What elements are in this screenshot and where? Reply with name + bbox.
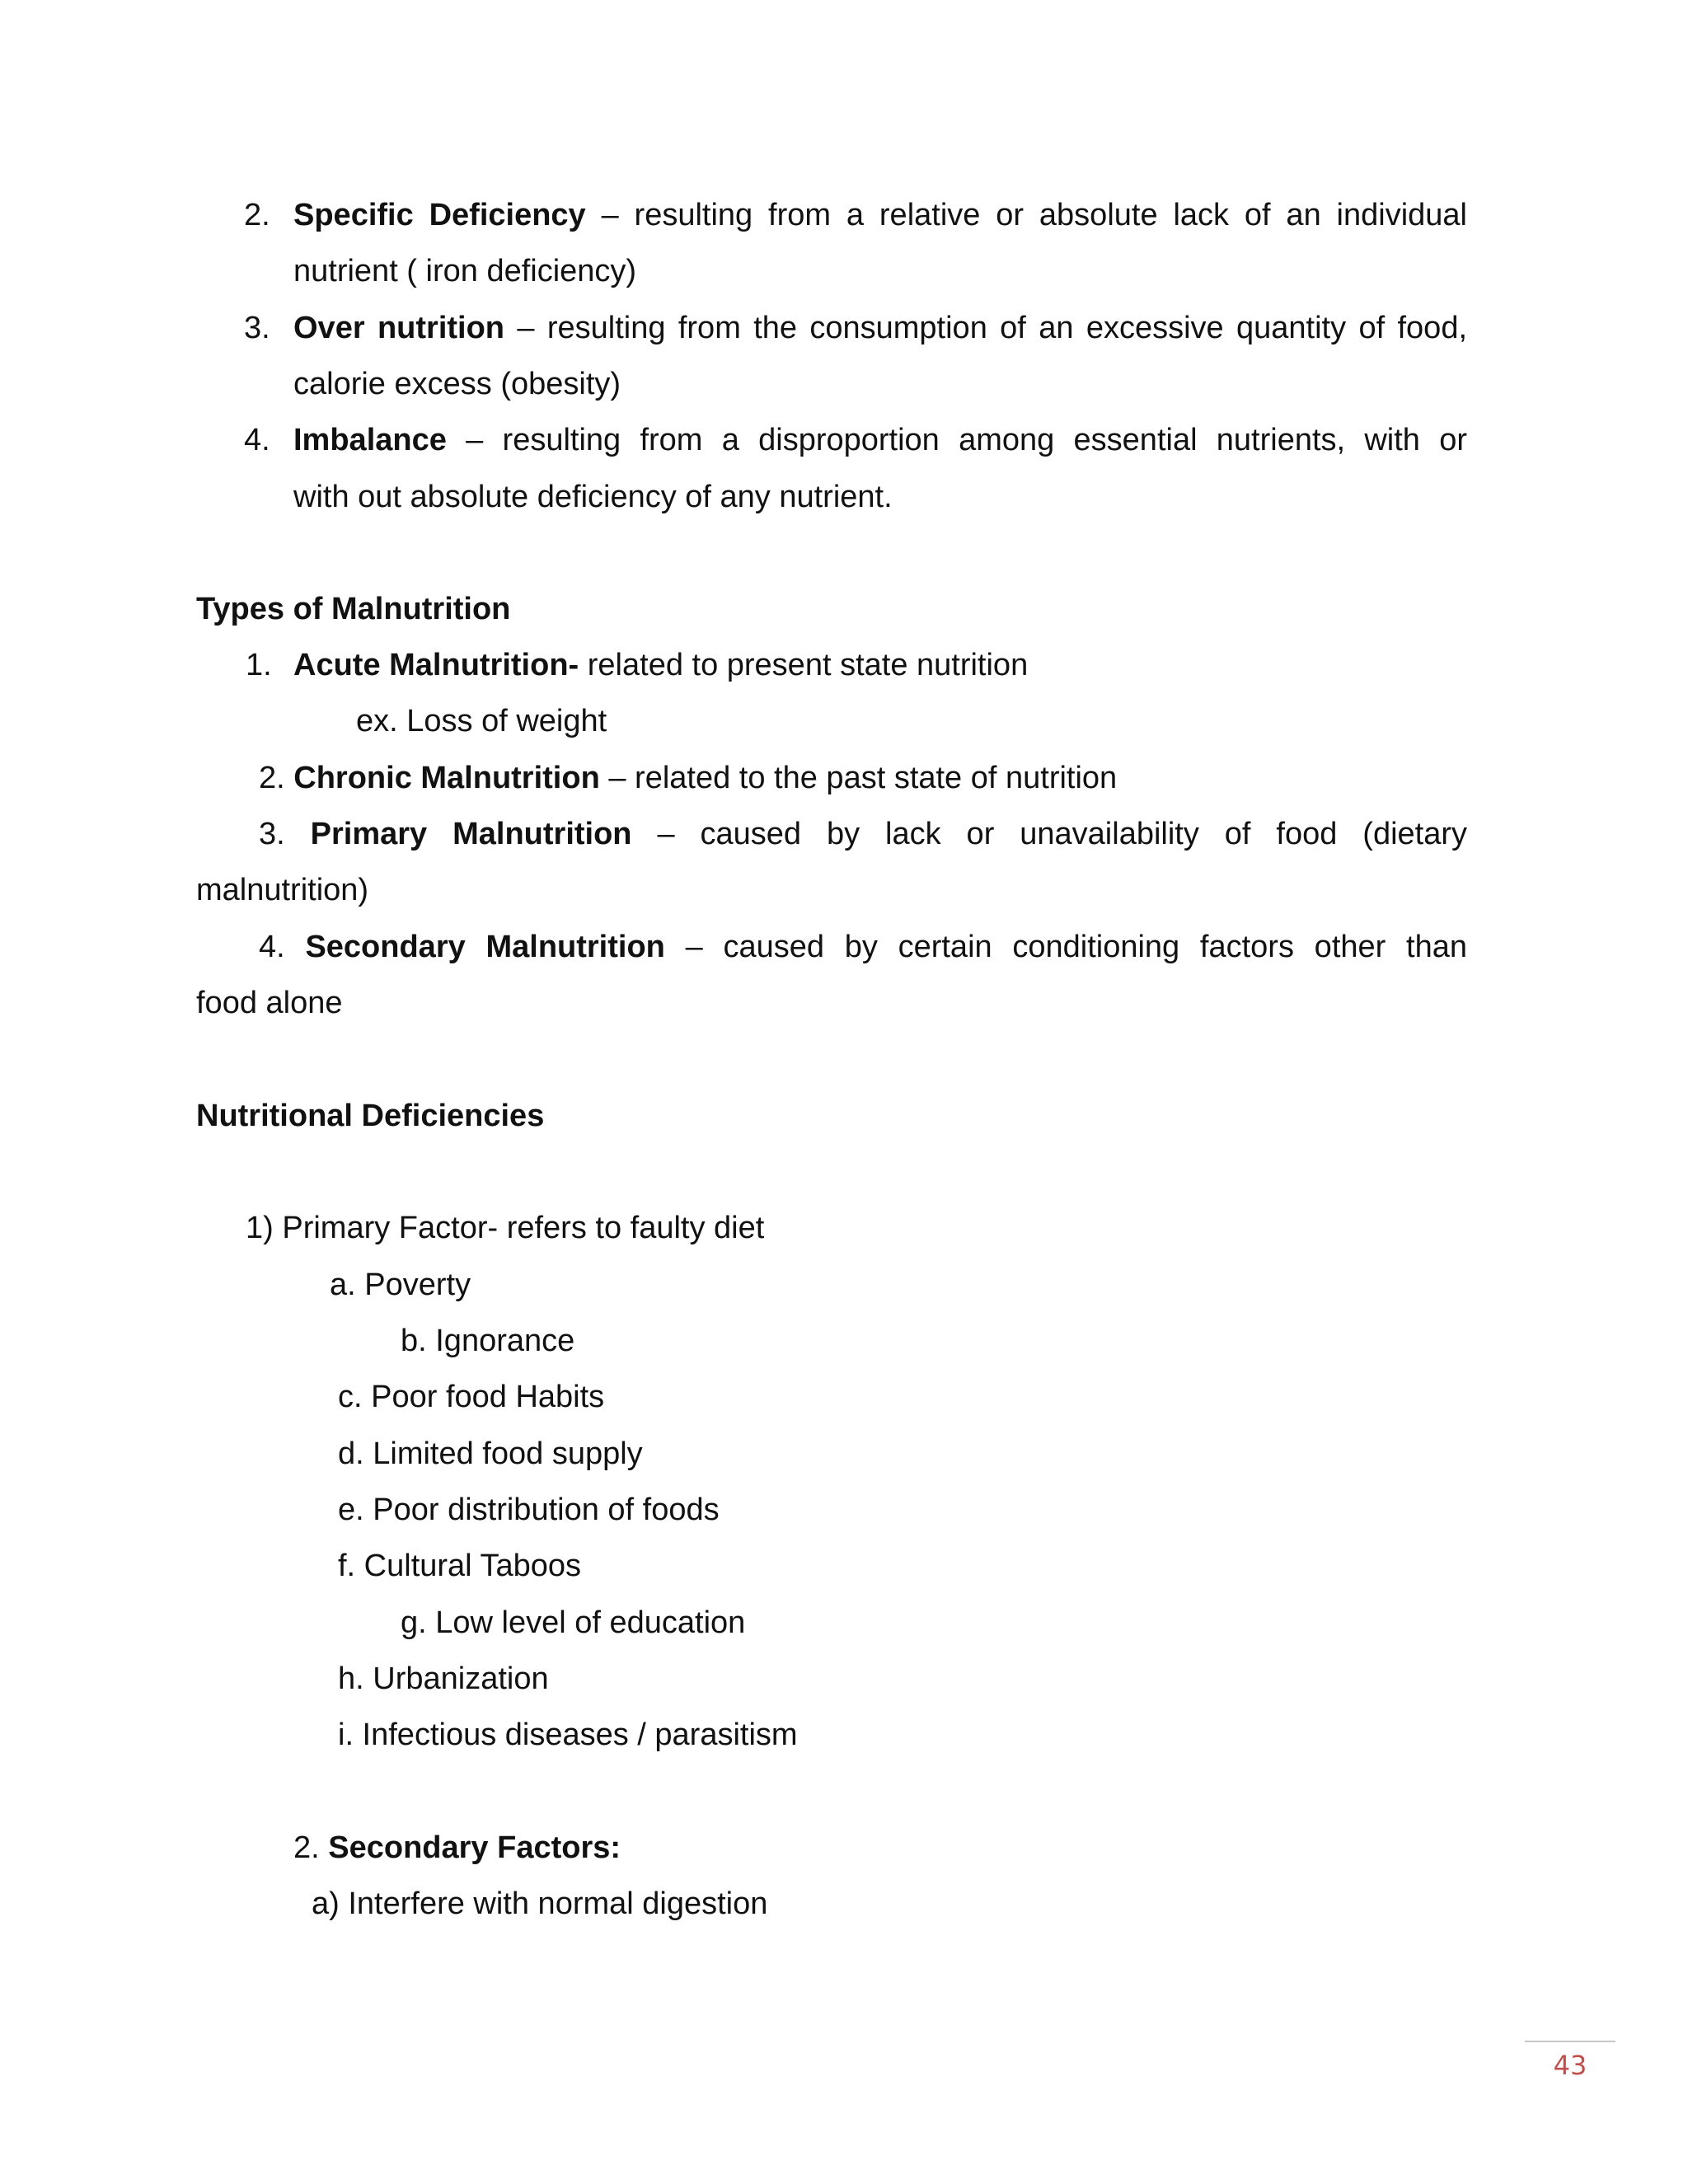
list-number: 2. xyxy=(259,761,285,795)
list-item-line xyxy=(293,646,1028,684)
factor-item: f. Cultural Taboos xyxy=(338,1549,582,1583)
list-item-continuation: malnutrition) xyxy=(196,873,369,907)
secondary-factors xyxy=(293,1829,621,1867)
list-item-line xyxy=(259,815,1467,853)
list-number: 4. xyxy=(244,423,270,457)
list-number: 1. xyxy=(246,648,272,682)
term-description: – related to the past state of nutrition xyxy=(608,761,1118,795)
term-description: – resulting from the consumption of an excessive quantity of food, xyxy=(517,311,1468,345)
term-description: – resulting from a relative or absolute lack of an individual xyxy=(601,198,1468,232)
term-description: related to present state nutrition xyxy=(587,648,1029,682)
term-label: Chronic Malnutrition xyxy=(293,761,600,795)
term-label: Secondary Factors: xyxy=(328,1830,621,1865)
list-item-line xyxy=(293,421,1467,459)
term-label: Specific Deficiency xyxy=(293,198,586,232)
factor-item: d. Limited food supply xyxy=(338,1436,643,1471)
page-number: 43 xyxy=(1553,2050,1587,2081)
list-item-continuation: calorie excess (obesity) xyxy=(293,367,621,401)
primary-factor: 1) Primary Factor- refers to faulty diet xyxy=(246,1211,765,1245)
term-label: Imbalance xyxy=(293,423,447,457)
term-label: Over nutrition xyxy=(293,311,505,345)
list-item-continuation: nutrient ( iron deficiency) xyxy=(293,254,637,288)
list-number: 4. xyxy=(259,930,285,964)
list-number: 3. xyxy=(259,817,285,851)
section-heading-deficiencies: Nutritional Deficiencies xyxy=(196,1099,545,1133)
type-chronic xyxy=(259,759,1117,797)
list-item-line xyxy=(293,196,1467,234)
term-description: – caused by lack or unavailability of food (dietary xyxy=(657,817,1468,851)
term-label: Acute Malnutrition- xyxy=(293,648,579,682)
list-item-line xyxy=(259,928,1467,966)
factor-item: i. Infectious diseases / parasitism xyxy=(338,1718,798,1752)
secondary-item: a) Interfere with normal digestion xyxy=(312,1886,768,1921)
term-description: – caused by certain conditioning factors other than xyxy=(685,930,1467,964)
example-text: ex. Loss of weight xyxy=(356,704,607,738)
list-number: 2. xyxy=(244,198,270,232)
factor-item: e. Poor distribution of foods xyxy=(338,1493,720,1527)
factor-item: b. Ignorance xyxy=(401,1324,575,1358)
footer-divider xyxy=(1525,2041,1615,2042)
section-heading-types: Types of Malnutrition xyxy=(196,592,511,626)
term-label: Primary Malnutrition xyxy=(310,817,632,851)
factor-item: g. Low level of education xyxy=(401,1605,746,1640)
list-item-line xyxy=(293,309,1467,347)
factor-item: c. Poor food Habits xyxy=(338,1380,605,1414)
term-description: – resulting from a disproportion among essential nutrients, with or xyxy=(466,423,1467,457)
list-item-continuation: with out absolute deficiency of any nutrient. xyxy=(293,480,893,514)
list-number: 3. xyxy=(244,311,270,345)
term-label: Secondary Malnutrition xyxy=(305,930,665,964)
list-item-continuation: food alone xyxy=(196,986,343,1020)
list-number: 2. xyxy=(293,1830,320,1865)
factor-item: a. Poverty xyxy=(330,1268,471,1302)
factor-item: h. Urbanization xyxy=(338,1661,549,1696)
